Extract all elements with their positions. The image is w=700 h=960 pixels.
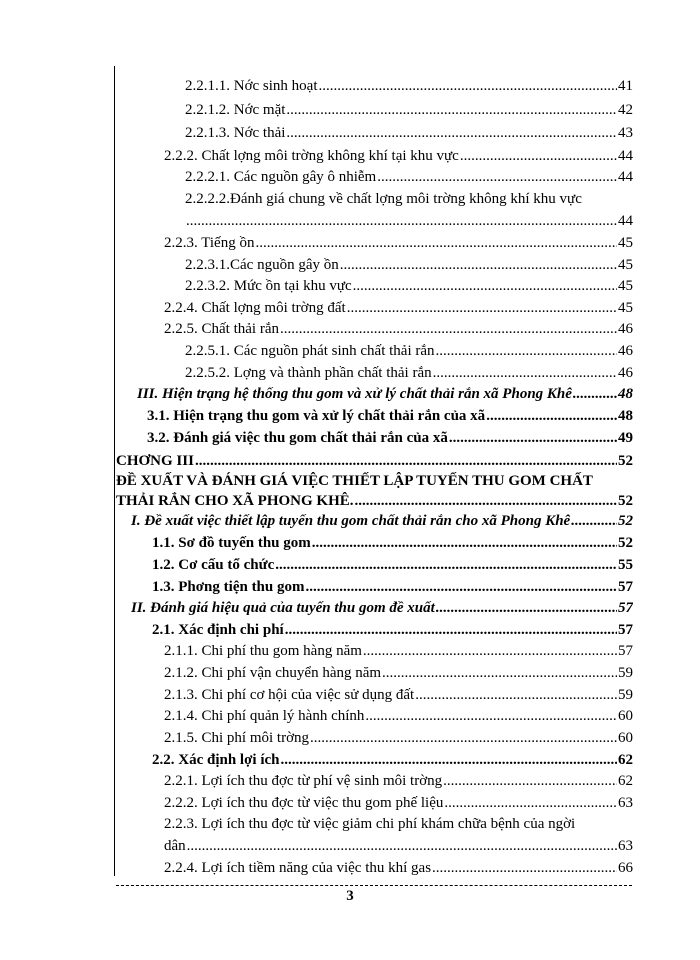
toc-entry: 3.2. Đánh giá việc thu gom chất thải rắn của xã ..... 49 [147, 429, 633, 447]
toc-entry: 1.2. Cơ cấu tổ chức ..... 55 [152, 556, 633, 574]
toc-entry-continuation: ..... 44 [185, 212, 633, 230]
toc-section-heading: I. Đề xuất việc thiết lập tuyến thu gom chất thải rắn cho xã Phong Khê ..... 52 [131, 512, 633, 530]
toc-section-heading: II. Đánh giá hiệu quả của tuyến thu gom đề xuất ..... 57 [131, 599, 633, 617]
toc-entry: 2.1.5. Chi phí môi trờng ..... 60 [164, 729, 633, 747]
toc-entry: 2.2.3. Tiếng ồn ..... 45 [164, 234, 633, 252]
toc-entry: 2.1.2. Chi phí vận chuyển hàng năm ..... 59 [164, 664, 633, 682]
toc-entry: 1.3. Phơng tiện thu gom ..... 57 [152, 578, 633, 596]
toc-section-heading: III. Hiện trạng hệ thống thu gom và xử lý chất thải rắn xã Phong Khê ..... 48 [137, 385, 633, 403]
toc-entry: 2.2.4. Chất lợng môi trờng đất ..... 45 [164, 299, 633, 317]
toc-entry: 2.2.2.1. Các nguồn gây ô nhiễm ..... 44 [185, 168, 633, 186]
toc-entry: 2.2.2. Chất lợng môi trờng không khí tại khu vực ..... 44 [164, 147, 633, 165]
toc-entry: 2.2.3. Lợi ích thu đợc từ việc giảm chi phí khám chữa bệnh của ngời [164, 816, 576, 832]
toc-entry: 2.1. Xác định chi phí ..... 57 [152, 621, 633, 639]
toc-entry: 2.2.1. Lợi ích thu đợc từ phí vệ sinh môi trờng ..... 62 [164, 772, 633, 790]
toc-entry: 1.1. Sơ đồ tuyến thu gom ..... 52 [152, 534, 633, 552]
toc-chapter-title: ĐỀ XUẤT VÀ ĐÁNH GIÁ VIỆC THIẾT LẬP TUYẾN THU GOM CHẤT [116, 473, 593, 489]
toc-entry: 2.2.1.3. Nớc thải ..... 43 [185, 124, 633, 142]
toc-entry: 3.1. Hiện trạng thu gom và xử lý chất thải rắn của xã ..... 48 [147, 407, 633, 425]
toc-entry: 2.1.1. Chi phí thu gom hàng năm ..... 57 [164, 642, 633, 660]
toc-chapter-heading: CHƠNG III ..... 52 [116, 452, 633, 470]
toc-entry: 2.2.2. Lợi ích thu đợc từ việc thu gom phế liệu ..... 63 [164, 794, 633, 812]
toc-entry: 2.2.1.1. Nớc sinh hoạt ..... 41 [185, 77, 633, 95]
toc-entry: 2.2.4. Lợi ích tiềm năng của việc thu khí gas ..... 66 [164, 859, 633, 877]
footer-divider [116, 885, 632, 886]
toc-entry: 2.2.2.2.Đánh giá chung về chất lợng môi trờng không khí khu vực [185, 191, 582, 207]
toc-entry: 2.2.3.2. Mức ồn tại khu vực ..... 45 [185, 277, 633, 295]
toc-entry-continuation: dân ..... 63 [164, 837, 633, 855]
toc-entry: 2.2.5.1. Các nguồn phát sinh chất thải rắn ..... 46 [185, 342, 633, 360]
toc-entry: 2.2.1.2. Nớc mặt ..... 42 [185, 101, 633, 119]
toc-entry: 2.2. Xác định lợi ích ..... 62 [152, 751, 633, 769]
toc-entry: 2.2.5. Chất thải rắn ..... 46 [164, 320, 633, 338]
toc-entry: 2.1.4. Chi phí quản lý hành chính ..... 60 [164, 707, 633, 725]
toc-entry: 2.2.5.2. Lợng và thành phần chất thải rắn ..... 46 [185, 364, 633, 382]
toc-entry: 2.2.3.1.Các nguồn gây ồn ..... 45 [185, 256, 633, 274]
toc-entry: 2.1.3. Chi phí cơ hội của việc sử dụng đất ..... 59 [164, 686, 633, 704]
toc-chapter-title-continuation: THẢI RẮN CHO XÃ PHONG KHÊ. ..... 52 [116, 492, 633, 510]
page-number: 3 [346, 888, 354, 904]
